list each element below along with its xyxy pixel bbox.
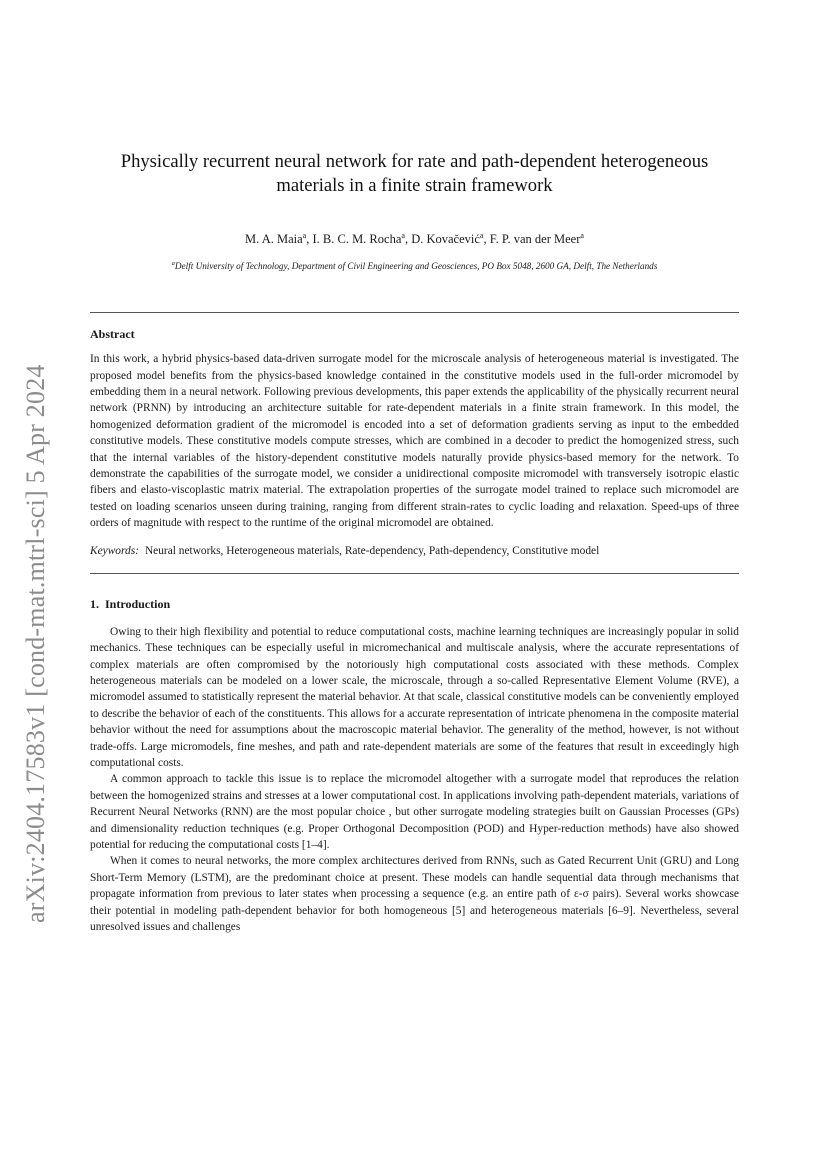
keywords-text: Neural networks, Heterogeneous materials, Rate-dependency, Path-dependency, Constitutive model <box>144 544 600 557</box>
paragraph: When it comes to neural networks, the more complex architectures derived from RNNs, such as Gated Recurrent Unit (GRU) and Long Short-Term Memory (LSTM), are the predominant choice at present. These models can handle sequential data through mechanisms that propagate information from previous to later states when processing a sequence (e.g. an entire path of ε-σ pairs). Several works showcase their potential in modeling path-dependent behavior for both homogeneous [5] and heterogeneous materials [6–9]. Nevertheless, several unresolved issues and challenges <box>90 855 739 933</box>
author-affiliation-mark: a <box>401 231 405 240</box>
affiliation <box>90 258 739 272</box>
paragraph: Owing to their high flexibility and potential to reduce computational costs, machine learning techniques are increasingly popular in solid mechanics. These techniques can be especially useful in micromechanical and multiscale analysis, where the accurate representations of complex materials are often compromised by the notoriously high computational costs associated with these methods. Complex heterogeneous materials can be modeled on a lower scale, the microscale, through a so-called Representative Element Volume (RVE), a micromodel assumed to statistically represent the material behavior. At that scale, classical constitutive models can be conveniently employed to describe the behavior of each of the constituents. This allows for a accurate representation of intricate phenomena in the composite material behavior without the need for assumptions about the macroscopic material behavior. The generality of the method, however, is not without trade-offs. Large micromodels, fine meshes, and path and rate-dependent materials are some of the features that result in exceedingly high computational costs. <box>90 625 739 769</box>
divider <box>90 573 739 574</box>
arxiv-identifier[interactable]: arXiv:2404.17583v1 [cond-mat.mtrl-sci] 5 Apr 2024 <box>21 364 50 923</box>
author-name: D. Kovačević <box>411 232 480 247</box>
keywords <box>90 544 739 559</box>
author-affiliation-mark: a <box>479 231 484 240</box>
affiliation-text: Delft University of Technology, Department of Civil Engineering and Geosciences, PO Box 5048, 2600 GA, Delft, The Netherlands <box>174 261 658 272</box>
keywords-label: Keywords: <box>90 544 139 557</box>
author-affiliation-mark: a <box>302 231 307 240</box>
section-heading-introduction <box>90 597 739 612</box>
abstract-heading: Abstract <box>90 327 135 342</box>
author-name: I. B. C. M. Rocha <box>312 232 402 247</box>
author-name: M. A. Maia <box>245 232 303 247</box>
divider <box>90 312 739 313</box>
paper-content <box>90 150 739 935</box>
author-name: F. P. van der Meer <box>489 232 581 247</box>
paragraph: A common approach to tackle this issue is to replace the micromodel altogether with a surrogate model that reproduces the relation between the homogenized strains and stresses at a lower computational cost. In applications involving path-dependent materials, variations of Recurrent Neural Networks (RNN) are the most popular choice , but other surrogate modeling strategies built on Gaussian Processes (GPs) and dimensionality reduction techniques (e.g. Proper Orthogonal Decomposition (POD) and Hyper-reduction methods) have also showed potential for reducing the computational costs [1–4]. <box>90 773 739 851</box>
abstract-text: In this work, a hybrid physics-based data-driven surrogate model for the microscale analysis of heterogeneous material is investigated. The proposed model benefits from the physics-based knowledge contained in the constitutive models used in the full-order micromodel by embedding them in a neural network. Following previous developments, this paper extends the applicability of the physically recurrent neural network (PRNN) by introducing an architecture suitable for rate-dependent materials in a finite strain framework. In this model, the homogenized deformation gradient of the micromodel is encoded into a set of deformation gradients serving as input to the embedded constitutive models. These constitutive models compute stresses, which are combined in a decoder to predict the homogenized stress, such that the internal variables of the history-dependent constitutive models naturally provide physics-based memory for the network. To demonstrate the capabilities of the surrogate model, we consider a unidirectional composite micromodel with transversely isotropic elastic fibers and elasto-viscoplastic matrix material. The extrapolation properties of the surrogate model trained to replace such micromodel are tested on loading scenarios unseen during training, ranging from different strain-rates to cyclic loading and relaxation. Speed-ups of three orders of magnitude with respect to the runtime of the original micromodel are obtained. <box>90 353 739 530</box>
affiliation-mark: a <box>171 260 175 268</box>
section-title: Introduction <box>105 596 171 611</box>
author-affiliation-mark: a <box>580 231 584 240</box>
paper-title: Physically recurrent neural network for rate and path-dependent heterogeneous materials in a finite strain framework <box>120 151 709 196</box>
introduction-body <box>90 624 739 936</box>
section-number: 1. <box>90 596 99 611</box>
author-list: M. A. Maia$^a$, I. B. C. M. Rocha$^a$, D. Kovačević$^a$, F. P. van der Meer$^a$ <box>245 231 584 247</box>
